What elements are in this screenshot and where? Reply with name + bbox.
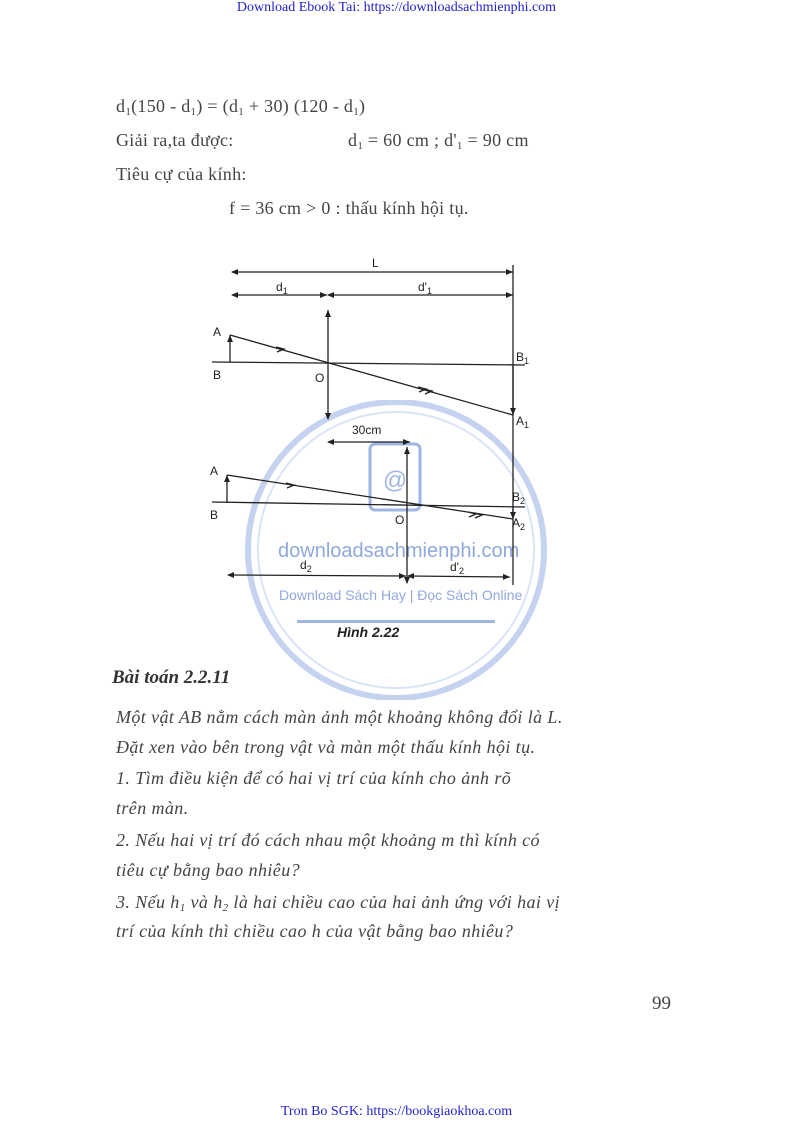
ray-2-arrow-a bbox=[286, 483, 294, 488]
problem-intro-line-2: Đặt xen vào bên trong vật và màn một thấu kính hội tụ. bbox=[116, 737, 536, 757]
label-A2: $A_2$ bbox=[512, 516, 526, 532]
principal-axis-2 bbox=[212, 502, 525, 507]
label-O-2: O bbox=[395, 513, 405, 527]
watermark-site: downloadsachmienphi.com bbox=[278, 540, 520, 562]
label-B-2: B bbox=[210, 508, 219, 522]
problem-intro-line-1: Một vật AB nằm cách màn ảnh một khoảng không đổi là L. bbox=[116, 707, 563, 727]
question-3-line-2: trí của kính thì chiều cao h của vật bằng bao nhiêu? bbox=[116, 921, 514, 941]
question-2-line-2: tiêu cự bằng bao nhiêu? bbox=[116, 860, 300, 880]
question-3-line-1: 3. Nếu $h_1$ và $h_2$ là hai chiều cao của hai ảnh ứng với hai vị bbox=[116, 892, 560, 914]
header-download-link[interactable]: Download Ebook Tai: https://downloadsachmienphi.com bbox=[236, 0, 557, 15]
label-A: A bbox=[213, 325, 222, 339]
label-A1: $A_1$ bbox=[516, 414, 530, 430]
question-1-line-1: 1. Tìm điều kiện để có hai vị trí của kính cho ảnh rõ bbox=[116, 768, 512, 788]
question-2-line-1: 2. Nếu hai vị trí đó cách nhau một khoảng m thì kính có bbox=[116, 830, 540, 850]
footer-sgk-link[interactable]: Tron Bo SGK: https://bookgiaokhoa.com bbox=[280, 1104, 513, 1119]
watermark-underline bbox=[297, 620, 495, 623]
question-1-line-2: trên màn. bbox=[116, 798, 189, 818]
dimension-d2 bbox=[228, 575, 406, 576]
principal-axis-1 bbox=[212, 362, 525, 365]
label-d1-prime: $d'_1$ bbox=[418, 280, 432, 296]
result-label: Giải ra,ta được: bbox=[116, 130, 234, 150]
label-B: B bbox=[213, 368, 222, 382]
label-O: O bbox=[315, 371, 325, 385]
page-number: 99 bbox=[652, 993, 671, 1014]
label-d2-prime: $d'_2$ bbox=[450, 560, 464, 576]
optics-diagram bbox=[200, 255, 550, 595]
result-value: $d_1 = 60$ cm ; $d'_1 = 90$ cm bbox=[348, 130, 529, 152]
ray-1 bbox=[230, 335, 513, 415]
problem-title: Bài toán 2.2.11 bbox=[112, 667, 231, 688]
focal-label: Tiêu cự của kính: bbox=[116, 164, 247, 184]
focal-value: f = 36 cm > 0 : thấu kính hội tụ. bbox=[229, 198, 469, 218]
figure-caption: Hình 2.22 bbox=[337, 624, 400, 640]
label-A-2: A bbox=[210, 464, 219, 478]
label-B1: $B_1$ bbox=[516, 350, 530, 366]
label-d2: $d_2$ bbox=[300, 558, 312, 574]
at-icon: @ bbox=[382, 467, 408, 494]
label-B2: $B_2$ bbox=[512, 490, 526, 506]
label-30cm: 30cm bbox=[352, 423, 382, 437]
label-L: L bbox=[372, 256, 379, 270]
dimension-d2-prime bbox=[408, 576, 510, 577]
watermark-tagline: Download Sách Hay | Đọc Sách Online bbox=[279, 587, 523, 603]
label-d1: $d_1$ bbox=[276, 280, 288, 296]
equation-line: $d_1(150 - d_1) = (d_1 + 30)$ $(120 - d_1)$ bbox=[116, 96, 366, 118]
